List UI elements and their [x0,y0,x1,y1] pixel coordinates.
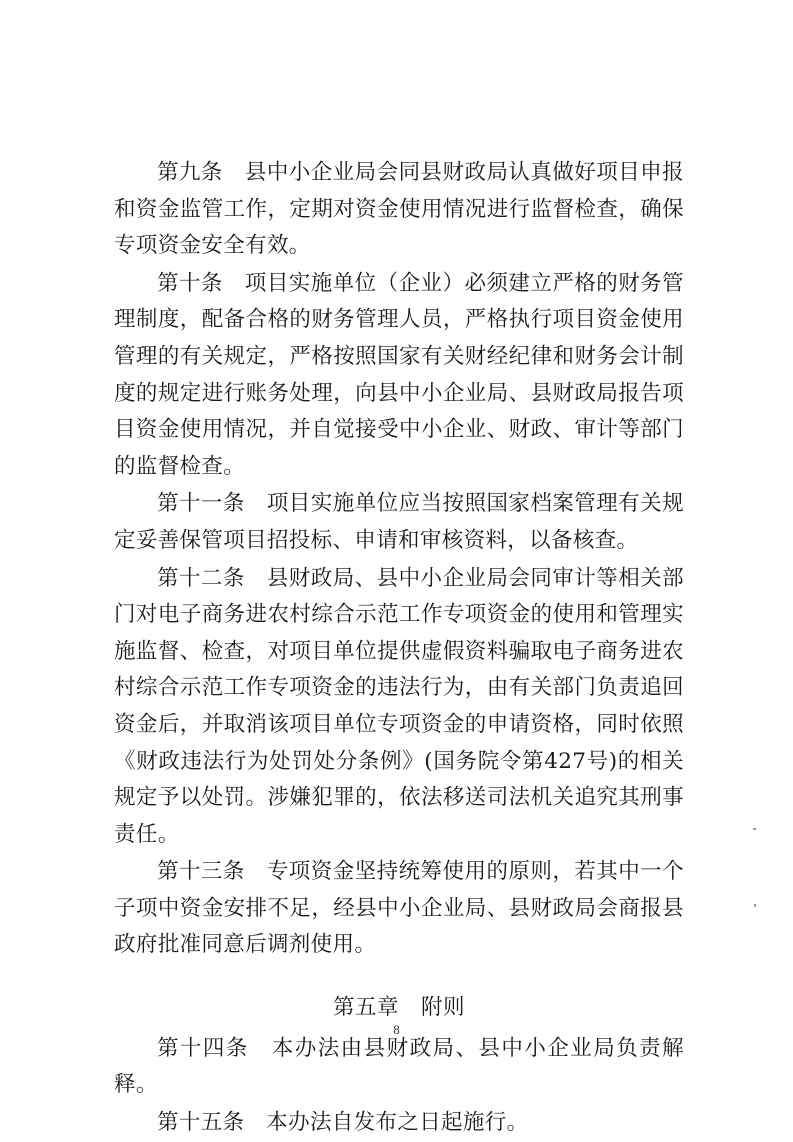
document-body [114,155,684,1142]
article-12: 第十二条 县财政局、县中小企业局会同审计等相关部门对电子商务进农村综合示范工作专项资金的使用和管理实施监督、检查，对项目单位提供虚假资料骗取电子商务进农村综合示范工作专项资金的违法行为，由有关部门负责追回资金后，并取消该项目单位专项资金的申请资格，同时依照《财政违法行为处罚处分条例》(国务院令第427号)的相关规定予以处罚。涉嫌犯罪的，依法移送司法机关追究其刑事责任。 [114,565,684,847]
page-number: 8 [393,1022,400,1037]
article-9: 第九条 县中小企业局会同县财政局认真做好项目申报和资金监管工作，定期对资金使用情况进行监督检查，确保专项资金安全有效。 [114,160,684,259]
article-14: 第十四条 本办法由县财政局、县中小企业局负责解释。 [114,1035,684,1098]
article-10: 第十条 项目实施单位（企业）必须建立严格的财务管理制度，配备合格的财务管理人员，严格执行项目资金使用管理的有关规定，严格按照国家有关财经纪律和财务会计制度的规定进行账务处理，向县中小企业局、县财政局报告项目资金使用情况，并自觉接受中小企业、财政、审计等部门的监督检查。 [114,270,684,479]
article-13: 第十三条 专项资金坚持统筹使用的原则，若其中一个子项中资金安排不足，经县中小企业局、县财政局会商报县政府批准同意后调剂使用。 [114,859,684,958]
scan-speck [754,904,756,907]
article-15: 第十五条 本办法自发布之日起施行。 [157,1109,529,1135]
scan-speck [753,828,756,830]
chapter-heading: 第五章 附则 [332,995,465,1021]
article-11: 第十一条 项目实施单位应当按照国家档案管理有关规定妥善保管项目招投标、申请和审核资料，以备核查。 [114,491,684,553]
